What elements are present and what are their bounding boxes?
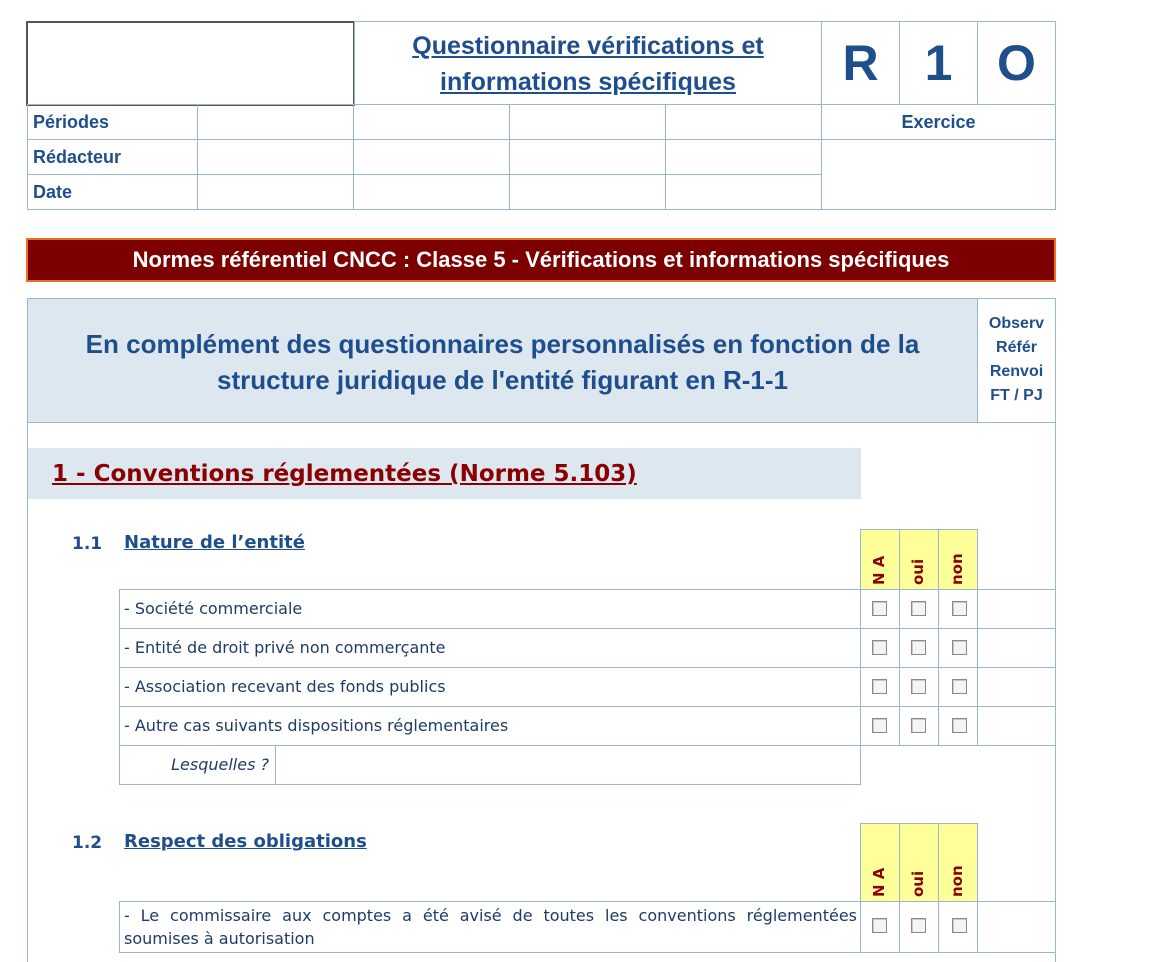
col-header-non-label: non (948, 553, 966, 585)
checkbox-non[interactable] (952, 640, 967, 655)
exercice-label-cell (821, 104, 1056, 140)
question-row (119, 667, 861, 707)
title-line-2: informations spécifiques (440, 68, 736, 96)
observation-input[interactable] (977, 628, 1056, 668)
col-header-non (938, 823, 978, 902)
checkbox-non[interactable] (952, 679, 967, 694)
col-header-oui (899, 529, 939, 590)
checkbox-oui[interactable] (911, 718, 926, 733)
section-1-header (28, 448, 861, 499)
answer-cell-oui (899, 901, 939, 953)
answer-cell-non (938, 667, 978, 707)
checkbox-na[interactable] (872, 601, 887, 616)
exercice-input[interactable] (821, 139, 1056, 210)
col-header-non-label: non (948, 865, 966, 897)
observations-header-text (978, 299, 1055, 408)
label-redacteur: Rédacteur (33, 147, 122, 167)
answer-cell-na (860, 589, 900, 629)
intro-text (28, 299, 977, 398)
code-letter-1: 1 (924, 35, 953, 91)
label-cell-date (27, 174, 198, 210)
subsection-1-1-title (124, 532, 305, 553)
code-cell-r (821, 21, 900, 105)
question-row (119, 706, 861, 746)
observation-input[interactable] (977, 706, 1056, 746)
title-line-1: Questionnaire vérifications et (412, 32, 764, 60)
renvoi-line: Renvoi (989, 363, 1044, 380)
col-header-oui-label: oui (909, 558, 927, 585)
col-header-non (938, 529, 978, 590)
periode-input-3[interactable] (509, 104, 666, 140)
refer-line: Référ (996, 339, 1037, 356)
checkbox-na[interactable] (872, 918, 887, 933)
date-input-2[interactable] (353, 174, 510, 210)
checkbox-na[interactable] (872, 679, 887, 694)
checkbox-non[interactable] (952, 718, 967, 733)
redacteur-input-2[interactable] (353, 139, 510, 175)
question-row (119, 589, 861, 629)
periode-input-4[interactable] (665, 104, 822, 140)
questionnaire-title (355, 22, 821, 100)
followup-input[interactable] (275, 745, 861, 785)
answer-cell-na (860, 628, 900, 668)
col-header-na-label: N A (870, 555, 888, 585)
question-text: - Entité de droit privé non commerçante (124, 638, 446, 657)
question-text: - Société commerciale (124, 599, 303, 618)
intro-line-1: En complément des questionnaires personnalisés en fonction de la (85, 329, 920, 359)
checkbox-oui[interactable] (911, 640, 926, 655)
answer-cell-non (938, 589, 978, 629)
subsection-number: 1.1 (72, 534, 103, 554)
observation-input[interactable] (977, 901, 1056, 953)
subsection-title: Nature de l’entité (124, 532, 305, 553)
checkbox-oui[interactable] (911, 601, 926, 616)
date-input-1[interactable] (197, 174, 354, 210)
col-header-oui-label: oui (909, 870, 927, 897)
norms-banner: Normes référentiel CNCC : Classe 5 - Vérifications et informations spécifiques (26, 238, 1056, 282)
label-cell-periodes (27, 104, 198, 140)
question-text: - Association recevant des fonds publics (124, 677, 446, 696)
redacteur-input-4[interactable] (665, 139, 822, 175)
answer-cell-oui (899, 667, 939, 707)
checkbox-na[interactable] (872, 718, 887, 733)
answer-cell-na (860, 706, 900, 746)
answer-cell-na (860, 667, 900, 707)
answer-cell-oui (899, 628, 939, 668)
answer-cell-oui (899, 589, 939, 629)
date-input-4[interactable] (665, 174, 822, 210)
observ-line: Observ (988, 315, 1045, 332)
question-row (119, 628, 861, 668)
exercice-label: Exercice (901, 112, 976, 132)
checkbox-oui[interactable] (911, 679, 926, 694)
col-header-na (860, 823, 900, 902)
subsection-1-1-number (72, 534, 102, 554)
observation-input[interactable] (977, 589, 1056, 629)
intro-line-2: structure juridique de l'entité figurant en R-1-1 (216, 365, 789, 395)
answer-cell-na (860, 901, 900, 953)
date-input-3[interactable] (509, 174, 666, 210)
code-cell-o (977, 21, 1056, 105)
questionnaire-title-box (354, 21, 822, 105)
ftpj-line: FT / PJ (990, 387, 1043, 404)
checkbox-non[interactable] (952, 918, 967, 933)
checkbox-oui[interactable] (911, 918, 926, 933)
label-cell-redacteur (27, 139, 198, 175)
checkbox-non[interactable] (952, 601, 967, 616)
col-header-oui (899, 823, 939, 902)
logo-placeholder (26, 21, 355, 106)
question-text: - Le commissaire aux comptes a été avisé de toutes les conventions réglementées soumises à autorisation (124, 906, 857, 948)
redacteur-input-1[interactable] (197, 139, 354, 175)
code-letter-r: R (842, 35, 879, 91)
question-row (119, 901, 861, 953)
subsection-1-2-number (72, 833, 102, 853)
answer-cell-non (938, 628, 978, 668)
redacteur-input-3[interactable] (509, 139, 666, 175)
subsection-1-2-title (124, 831, 367, 852)
col-header-na-label: N A (870, 867, 888, 897)
col-header-na (860, 529, 900, 590)
code-cell-1 (899, 21, 978, 105)
subsection-title: Respect des obligations (124, 831, 367, 852)
subsection-number: 1.2 (72, 833, 103, 853)
periode-input-2[interactable] (353, 104, 510, 140)
label-date: Date (33, 182, 73, 202)
code-letter-o: O (997, 35, 1036, 91)
intro-box (27, 298, 978, 423)
observation-input[interactable] (977, 667, 1056, 707)
followup-label: Lesquelles ? (171, 755, 269, 774)
answer-cell-oui (899, 706, 939, 746)
observations-header (977, 298, 1056, 423)
question-text: - Autre cas suivants dispositions réglementaires (124, 716, 509, 735)
periode-input-1[interactable] (197, 104, 354, 140)
checkbox-na[interactable] (872, 640, 887, 655)
answer-cell-non (938, 706, 978, 746)
answer-cell-non (938, 901, 978, 953)
followup-label-cell (119, 745, 276, 785)
label-periodes: Périodes (33, 112, 110, 132)
section-1-title: 1 - Conventions réglementées (Norme 5.103) (52, 461, 637, 487)
